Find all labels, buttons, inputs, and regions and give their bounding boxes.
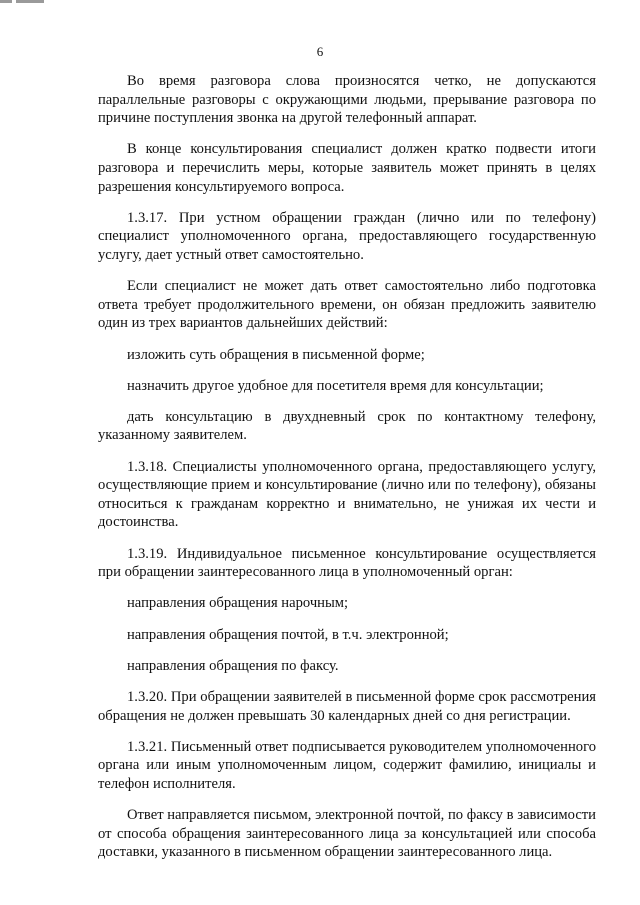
paragraph-1-3-17: 1.3.17. При устном обращении граждан (лично или по телефону) специалист уполномоченного органа, предоставляющего государственную услугу, дает устный ответ самостоятельно. — [98, 209, 596, 263]
option-phone-consultation: дать консультацию в двухдневный срок по контактному телефону, указанному заявителем. — [98, 408, 596, 444]
document-body — [98, 72, 596, 862]
scan-corner-mark — [0, 0, 46, 3]
paragraph-1-3-21: 1.3.21. Письменный ответ подписывается руководителем уполномоченного органа или иным уполномоченным лицом, содержит фамилию, инициалы и телефон исполнителя. — [98, 738, 596, 792]
paragraph-1-3-20: 1.3.20. При обращении заявителей в письменной форме срок рассмотрения обращения не должен превышать 30 календарных дней со дня регистрации. — [98, 688, 596, 724]
paragraph-response-delivery: Ответ направляется письмом, электронной почтой, по факсу в зависимости от способа обращения заинтересованного лица за консультацией или способа доставки, указанного в письменном обращении заинтересованного лица. — [98, 807, 596, 861]
paragraph-consultation-summary: В конце консультирования специалист должен кратко подвести итоги разговора и перечислить меры, которые заявитель может принять в целях разрешения консультируемого вопроса. — [98, 141, 596, 195]
option-another-time: назначить другое удобное для посетителя время для консультации; — [127, 377, 544, 394]
paragraph-conversation-rules: Во время разговора слова произносятся четко, не допускаются параллельные разговоры с окружающими людьми, прерывание разговора по причине поступления звонка на другой телефонный аппарат. — [98, 73, 596, 127]
method-mail: направления обращения почтой, в т.ч. электронной; — [127, 626, 449, 643]
paragraph-1-3-18: 1.3.18. Специалисты уполномоченного органа, предоставляющего услугу, осуществляющие прием и консультирование (лично или по телефону), обязаны относиться к гражданам корректно и внимательно, не унижая их чести и достоинства. — [98, 458, 596, 531]
method-courier: направления обращения нарочным; — [127, 595, 349, 612]
page-number: 6 — [316, 44, 324, 59]
option-written-form: изложить суть обращения в письменной форме; — [127, 346, 425, 363]
paragraph-options-intro: Если специалист не может дать ответ самостоятельно либо подготовка ответа требует продолжительного времени, он обязан предложить заявителю один из трех вариантов дальнейших действий: — [98, 278, 596, 332]
paragraph-1-3-19: 1.3.19. Индивидуальное письменное консультирование осуществляется при обращении заинтересованного лица в уполномоченный орган: — [98, 545, 596, 581]
method-fax: направления обращения по факсу. — [127, 657, 339, 674]
